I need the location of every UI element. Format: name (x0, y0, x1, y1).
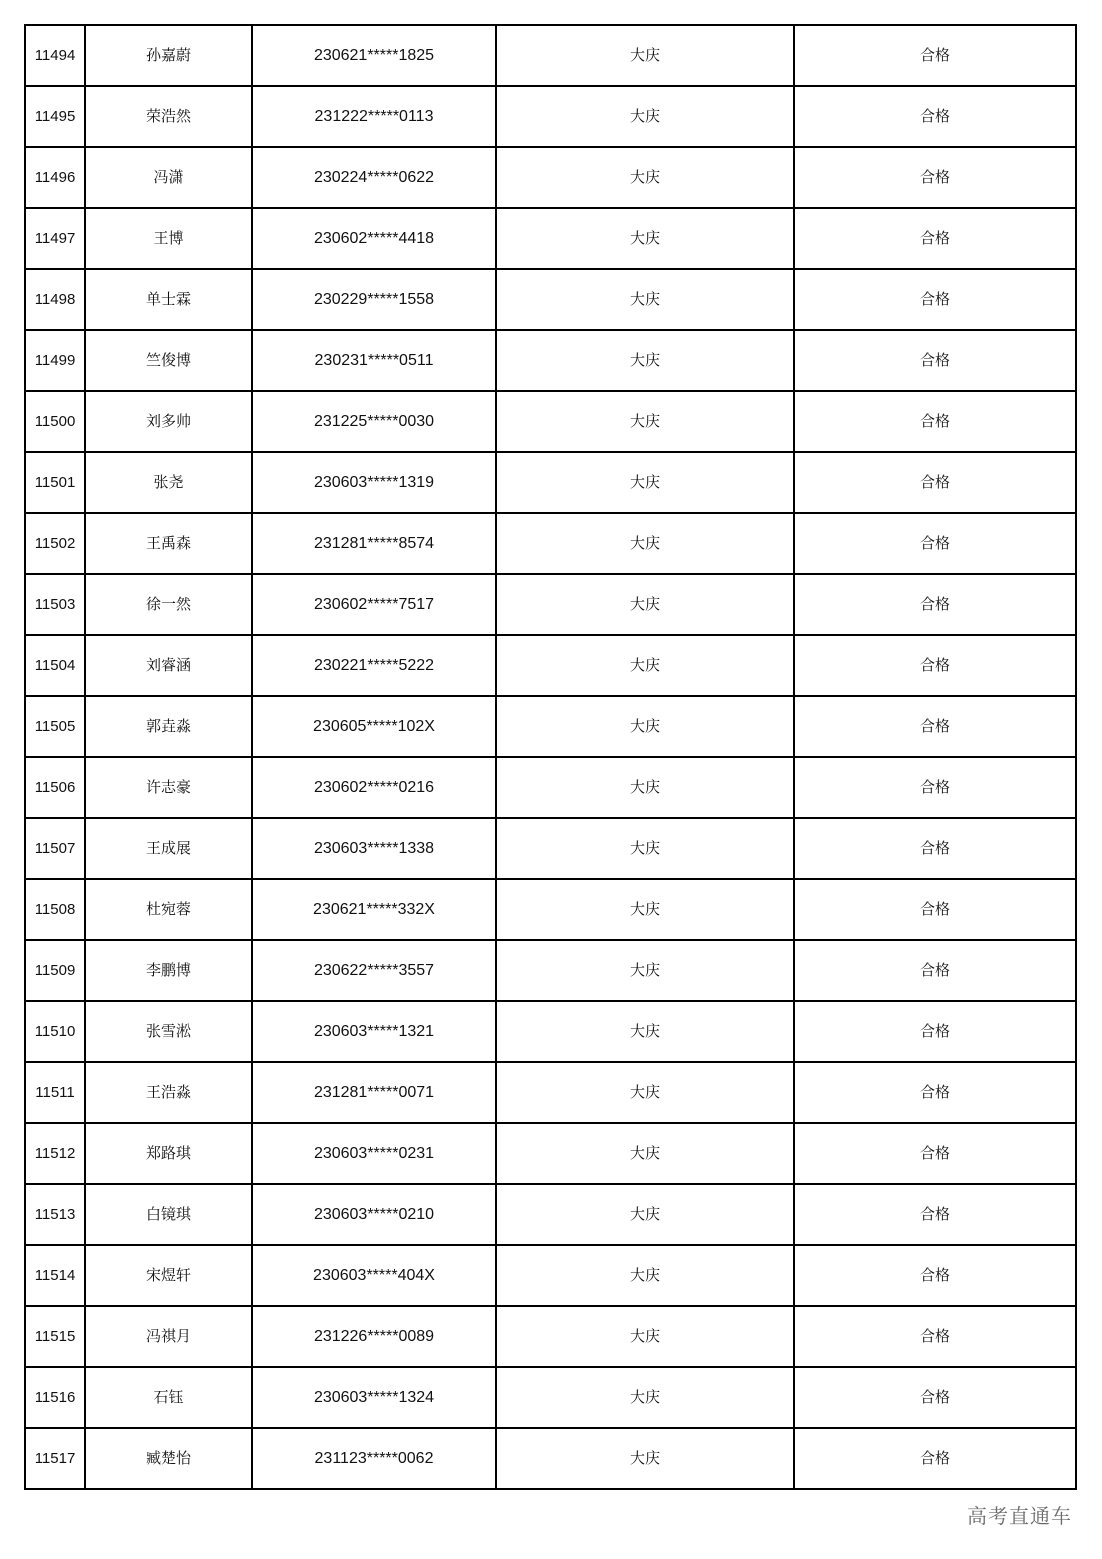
cell-name: 孙嘉蔚 (85, 25, 252, 86)
cell-name: 刘多帅 (85, 391, 252, 452)
cell-name: 许志豪 (85, 757, 252, 818)
cell-result: 合格 (794, 635, 1076, 696)
cell-name: 王浩淼 (85, 1062, 252, 1123)
cell-id-number: 230603*****404X (252, 1245, 496, 1306)
table-row (25, 1428, 1076, 1489)
cell-city: 大庆 (496, 452, 794, 513)
cell-result: 合格 (794, 574, 1076, 635)
cell-id-number: 230603*****1319 (252, 452, 496, 513)
cell-id-number: 230602*****0216 (252, 757, 496, 818)
cell-id-number: 230603*****0210 (252, 1184, 496, 1245)
cell-id-number: 230603*****1338 (252, 818, 496, 879)
table-row (25, 25, 1076, 86)
cell-city: 大庆 (496, 635, 794, 696)
cell-id-number: 231225*****0030 (252, 391, 496, 452)
cell-id-number: 230621*****1825 (252, 25, 496, 86)
cell-name: 徐一然 (85, 574, 252, 635)
cell-serial-number: 11505 (25, 696, 85, 757)
table-row (25, 513, 1076, 574)
cell-serial-number: 11498 (25, 269, 85, 330)
table-row (25, 208, 1076, 269)
cell-id-number: 230602*****7517 (252, 574, 496, 635)
table-row (25, 147, 1076, 208)
table-row (25, 1123, 1076, 1184)
cell-name: 竺俊博 (85, 330, 252, 391)
cell-id-number: 230229*****1558 (252, 269, 496, 330)
cell-name: 张雪淞 (85, 1001, 252, 1062)
cell-id-number: 230603*****1321 (252, 1001, 496, 1062)
cell-serial-number: 11512 (25, 1123, 85, 1184)
cell-city: 大庆 (496, 818, 794, 879)
cell-city: 大庆 (496, 147, 794, 208)
table-row (25, 635, 1076, 696)
table-row (25, 1367, 1076, 1428)
cell-city: 大庆 (496, 1184, 794, 1245)
cell-result: 合格 (794, 208, 1076, 269)
cell-name: 臧楚怡 (85, 1428, 252, 1489)
cell-result: 合格 (794, 818, 1076, 879)
cell-id-number: 230221*****5222 (252, 635, 496, 696)
cell-result: 合格 (794, 330, 1076, 391)
table-row (25, 269, 1076, 330)
cell-name: 石钰 (85, 1367, 252, 1428)
cell-name: 宋煜轩 (85, 1245, 252, 1306)
cell-result: 合格 (794, 1367, 1076, 1428)
cell-name: 王博 (85, 208, 252, 269)
table-row (25, 818, 1076, 879)
cell-result: 合格 (794, 1245, 1076, 1306)
cell-id-number: 231281*****8574 (252, 513, 496, 574)
cell-name: 冯潇 (85, 147, 252, 208)
cell-serial-number: 11508 (25, 879, 85, 940)
cell-city: 大庆 (496, 1306, 794, 1367)
cell-serial-number: 11517 (25, 1428, 85, 1489)
cell-result: 合格 (794, 452, 1076, 513)
cell-serial-number: 11499 (25, 330, 85, 391)
cell-result: 合格 (794, 1184, 1076, 1245)
table-row (25, 1306, 1076, 1367)
cell-id-number: 230602*****4418 (252, 208, 496, 269)
cell-id-number: 231222*****0113 (252, 86, 496, 147)
cell-serial-number: 11509 (25, 940, 85, 1001)
cell-result: 合格 (794, 269, 1076, 330)
cell-id-number: 231123*****0062 (252, 1428, 496, 1489)
table-body (25, 25, 1076, 1489)
cell-serial-number: 11504 (25, 635, 85, 696)
cell-serial-number: 11515 (25, 1306, 85, 1367)
cell-city: 大庆 (496, 86, 794, 147)
table-row (25, 940, 1076, 1001)
cell-id-number: 230622*****3557 (252, 940, 496, 1001)
cell-city: 大庆 (496, 513, 794, 574)
cell-serial-number: 11507 (25, 818, 85, 879)
cell-city: 大庆 (496, 25, 794, 86)
cell-result: 合格 (794, 696, 1076, 757)
cell-result: 合格 (794, 1001, 1076, 1062)
results-table (24, 24, 1077, 1490)
cell-serial-number: 11501 (25, 452, 85, 513)
cell-name: 杜宛蓉 (85, 879, 252, 940)
cell-id-number: 230621*****332X (252, 879, 496, 940)
cell-city: 大庆 (496, 208, 794, 269)
table-row (25, 1184, 1076, 1245)
cell-result: 合格 (794, 391, 1076, 452)
cell-result: 合格 (794, 1306, 1076, 1367)
cell-name: 荣浩然 (85, 86, 252, 147)
cell-city: 大庆 (496, 1123, 794, 1184)
cell-id-number: 230224*****0622 (252, 147, 496, 208)
cell-city: 大庆 (496, 696, 794, 757)
table-row (25, 696, 1076, 757)
cell-result: 合格 (794, 1428, 1076, 1489)
cell-result: 合格 (794, 513, 1076, 574)
cell-city: 大庆 (496, 1001, 794, 1062)
cell-serial-number: 11503 (25, 574, 85, 635)
cell-city: 大庆 (496, 330, 794, 391)
cell-name: 王禹森 (85, 513, 252, 574)
cell-name: 刘睿涵 (85, 635, 252, 696)
cell-result: 合格 (794, 1123, 1076, 1184)
cell-city: 大庆 (496, 1367, 794, 1428)
table-row (25, 1062, 1076, 1123)
table-row (25, 86, 1076, 147)
cell-result: 合格 (794, 940, 1076, 1001)
cell-city: 大庆 (496, 1428, 794, 1489)
cell-serial-number: 11514 (25, 1245, 85, 1306)
cell-id-number: 230605*****102X (252, 696, 496, 757)
cell-serial-number: 11500 (25, 391, 85, 452)
cell-serial-number: 11497 (25, 208, 85, 269)
cell-city: 大庆 (496, 269, 794, 330)
cell-result: 合格 (794, 879, 1076, 940)
cell-serial-number: 11510 (25, 1001, 85, 1062)
cell-serial-number: 11495 (25, 86, 85, 147)
cell-city: 大庆 (496, 574, 794, 635)
table-row (25, 879, 1076, 940)
cell-result: 合格 (794, 1062, 1076, 1123)
cell-name: 单士霖 (85, 269, 252, 330)
cell-serial-number: 11502 (25, 513, 85, 574)
cell-name: 冯祺月 (85, 1306, 252, 1367)
cell-serial-number: 11506 (25, 757, 85, 818)
table-row (25, 330, 1076, 391)
cell-city: 大庆 (496, 757, 794, 818)
cell-id-number: 231226*****0089 (252, 1306, 496, 1367)
cell-city: 大庆 (496, 1062, 794, 1123)
cell-name: 王成展 (85, 818, 252, 879)
table-row (25, 1001, 1076, 1062)
cell-serial-number: 11496 (25, 147, 85, 208)
cell-name: 张尧 (85, 452, 252, 513)
cell-serial-number: 11513 (25, 1184, 85, 1245)
table-row (25, 574, 1076, 635)
cell-id-number: 230603*****1324 (252, 1367, 496, 1428)
cell-name: 白镜琪 (85, 1184, 252, 1245)
cell-serial-number: 11516 (25, 1367, 85, 1428)
cell-name: 郭垚淼 (85, 696, 252, 757)
table-row (25, 391, 1076, 452)
cell-serial-number: 11511 (25, 1062, 85, 1123)
cell-result: 合格 (794, 86, 1076, 147)
cell-name: 李鹏博 (85, 940, 252, 1001)
table-row (25, 757, 1076, 818)
cell-result: 合格 (794, 757, 1076, 818)
cell-id-number: 231281*****0071 (252, 1062, 496, 1123)
cell-city: 大庆 (496, 1245, 794, 1306)
cell-name: 郑路琪 (85, 1123, 252, 1184)
cell-id-number: 230231*****0511 (252, 330, 496, 391)
cell-result: 合格 (794, 25, 1076, 86)
cell-city: 大庆 (496, 879, 794, 940)
table-row (25, 452, 1076, 513)
cell-city: 大庆 (496, 391, 794, 452)
cell-result: 合格 (794, 147, 1076, 208)
watermark-text: 高考直通车 (967, 1504, 1072, 1528)
cell-city: 大庆 (496, 940, 794, 1001)
cell-id-number: 230603*****0231 (252, 1123, 496, 1184)
table-row (25, 1245, 1076, 1306)
cell-serial-number: 11494 (25, 25, 85, 86)
